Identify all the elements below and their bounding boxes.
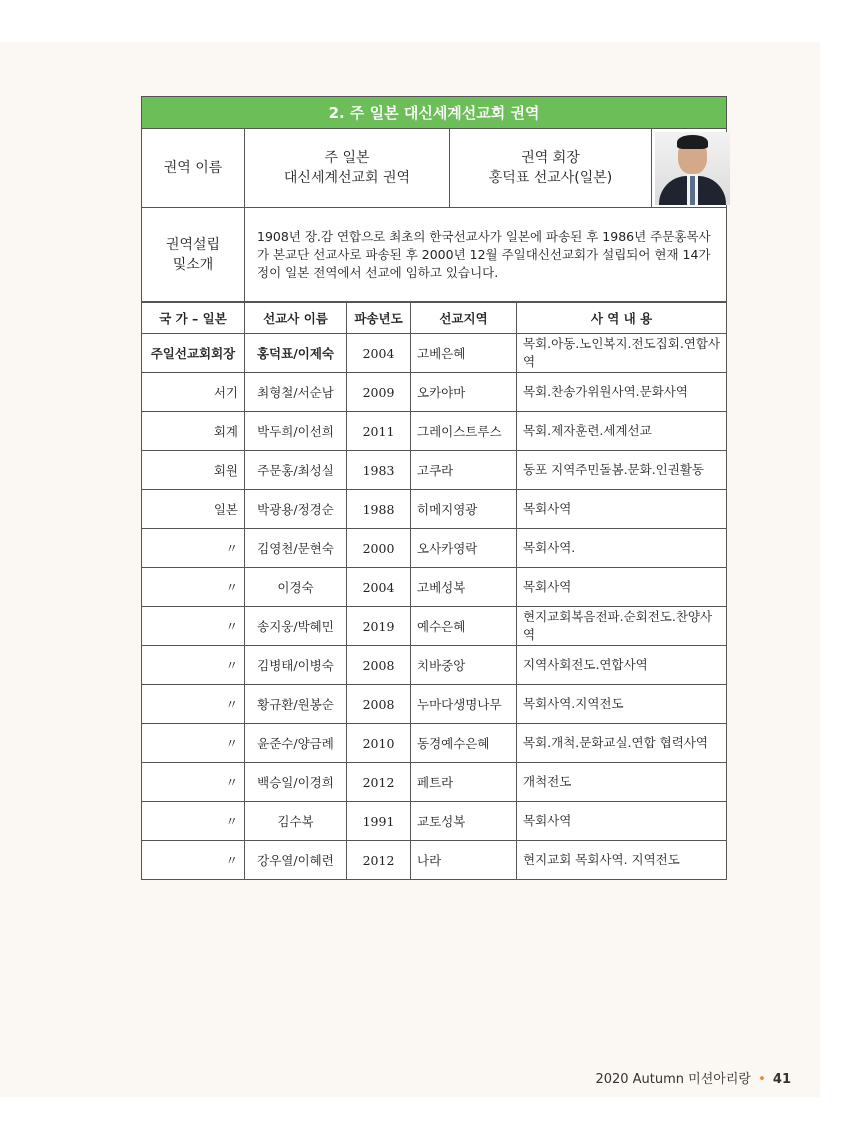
section-title: 2. 주 일본 대신세계선교회 권역 — [142, 97, 727, 129]
cell-work: 현지교회복음전파.순회전도.찬양사역 — [517, 607, 727, 646]
cell-work: 목회사역 — [517, 802, 727, 841]
cell-country: 〃 — [142, 724, 245, 763]
cell-year: 2010 — [347, 724, 411, 763]
column-header-work: 사 역 내 용 — [517, 303, 727, 334]
cell-name: 김병태/이병숙 — [245, 646, 347, 685]
column-header-name: 선교사 이름 — [245, 303, 347, 334]
cell-country: 〃 — [142, 568, 245, 607]
cell-year: 1983 — [347, 451, 411, 490]
table-row — [142, 763, 727, 802]
table-body — [142, 334, 727, 880]
cell-year: 2000 — [347, 529, 411, 568]
cell-year: 2012 — [347, 841, 411, 880]
intro-label-line2: 및소개 — [172, 256, 214, 273]
cell-name: 윤준수/양금례 — [245, 724, 347, 763]
cell-country: 〃 — [142, 763, 245, 802]
cell-year: 1988 — [347, 490, 411, 529]
cell-name: 강우열/이혜련 — [245, 841, 347, 880]
cell-year: 2004 — [347, 568, 411, 607]
cell-name: 이경숙 — [245, 568, 347, 607]
column-header-region: 선교지역 — [411, 303, 517, 334]
cell-work: 목회사역 — [517, 568, 727, 607]
region-info-table — [141, 96, 727, 302]
cell-work: 목회사역 — [517, 490, 727, 529]
table-row — [142, 841, 727, 880]
cell-work: 목회.개척.문화교실.연합 협력사역 — [517, 724, 727, 763]
cell-country: 주일선교회회장 — [142, 334, 245, 373]
cell-name: 홍덕표/이제숙 — [245, 334, 347, 373]
cell-work: 목회.제자훈련.세계선교 — [517, 412, 727, 451]
cell-year: 1991 — [347, 802, 411, 841]
cell-region: 오카야마 — [411, 373, 517, 412]
table-row — [142, 646, 727, 685]
cell-region: 치바중앙 — [411, 646, 517, 685]
cell-name: 주문홍/최성실 — [245, 451, 347, 490]
cell-name: 박두희/이선희 — [245, 412, 347, 451]
table-row — [142, 412, 727, 451]
cell-work: 목회.찬송가위원사역.문화사역 — [517, 373, 727, 412]
cell-name: 황규환/원봉순 — [245, 685, 347, 724]
table-row — [142, 373, 727, 412]
table-row — [142, 724, 727, 763]
table-row — [142, 490, 727, 529]
cell-year: 2012 — [347, 763, 411, 802]
cell-year: 2008 — [347, 685, 411, 724]
region-name-line1: 주 일본 — [324, 150, 370, 166]
cell-year: 2019 — [347, 607, 411, 646]
table-header-row — [142, 303, 727, 334]
cell-country: 〃 — [142, 529, 245, 568]
cell-region: 예수은혜 — [411, 607, 517, 646]
region-label: 권역 이름 — [142, 129, 245, 208]
table-row — [142, 529, 727, 568]
intro-label-line1: 권역설립 — [165, 236, 221, 253]
cell-region: 오사카영락 — [411, 529, 517, 568]
president-photo — [655, 132, 730, 205]
cell-name: 최형철/서순남 — [245, 373, 347, 412]
cell-region: 히메지영광 — [411, 490, 517, 529]
cell-region: 그레이스트루스 — [411, 412, 517, 451]
cell-region: 교토성복 — [411, 802, 517, 841]
page-number: 41 — [772, 1072, 791, 1087]
cell-country: 〃 — [142, 841, 245, 880]
cell-name: 김수복 — [245, 802, 347, 841]
cell-region: 누마다생명나무 — [411, 685, 517, 724]
cell-country: 회계 — [142, 412, 245, 451]
missionary-table — [141, 302, 727, 880]
cell-region: 고베은혜 — [411, 334, 517, 373]
column-header-country: 국 가 – 일본 — [142, 303, 245, 334]
cell-work: 목회.아동.노인복지.전도집회.연합사역 — [517, 334, 727, 373]
cell-region: 고베성복 — [411, 568, 517, 607]
cell-name: 백승일/이경희 — [245, 763, 347, 802]
cell-work: 목회사역.지역전도 — [517, 685, 727, 724]
intro-text: 1908년 장.감 연합으로 최초의 한국선교사가 일본에 파송된 후 1986년 주문홍목사가 본교단 선교사로 파송된 후 2000년 12월 주일대신선교회가 설립되어 현재 14가정이 일본 전역에서 선교에 임하고 있습니다. — [245, 208, 727, 302]
table-row — [142, 607, 727, 646]
region-name — [245, 129, 450, 208]
cell-year: 2011 — [347, 412, 411, 451]
cell-region: 나라 — [411, 841, 517, 880]
table-row — [142, 568, 727, 607]
cell-country: 일본 — [142, 490, 245, 529]
president-label: 권역 회장 — [521, 150, 580, 166]
cell-work: 현지교회 목회사역. 지역전도 — [517, 841, 727, 880]
bullet-icon: • — [758, 1072, 766, 1087]
cell-work: 목회사역. — [517, 529, 727, 568]
cell-name: 박광용/정경순 — [245, 490, 347, 529]
cell-year: 2008 — [347, 646, 411, 685]
cell-country: 회원 — [142, 451, 245, 490]
table-row — [142, 802, 727, 841]
region-document — [141, 96, 726, 880]
cell-work: 지역사회전도.연합사역 — [517, 646, 727, 685]
cell-country: 〃 — [142, 802, 245, 841]
cell-region: 고쿠라 — [411, 451, 517, 490]
cell-country: 〃 — [142, 685, 245, 724]
cell-year: 2009 — [347, 373, 411, 412]
table-row — [142, 451, 727, 490]
president-name: 홍덕표 선교사(일본) — [488, 170, 613, 186]
cell-name: 송지웅/박혜민 — [245, 607, 347, 646]
cell-name: 김영천/문현숙 — [245, 529, 347, 568]
president — [450, 129, 652, 208]
cell-region: 페트라 — [411, 763, 517, 802]
intro-label — [142, 208, 245, 302]
cell-region: 동경예수은혜 — [411, 724, 517, 763]
cell-work: 동포 지역주민돌봄.문화.인권활동 — [517, 451, 727, 490]
cell-country: 서기 — [142, 373, 245, 412]
president-photo-cell — [652, 129, 727, 208]
cell-country: 〃 — [142, 607, 245, 646]
cell-work: 개척전도 — [517, 763, 727, 802]
table-row — [142, 685, 727, 724]
page-footer — [595, 1068, 791, 1087]
cell-year: 2004 — [347, 334, 411, 373]
issue-label: 2020 Autumn 미션아리랑 — [595, 1072, 751, 1087]
cell-country: 〃 — [142, 646, 245, 685]
region-name-line2: 대신세계선교회 권역 — [283, 170, 411, 186]
column-header-year: 파송년도 — [347, 303, 411, 334]
table-row — [142, 334, 727, 373]
